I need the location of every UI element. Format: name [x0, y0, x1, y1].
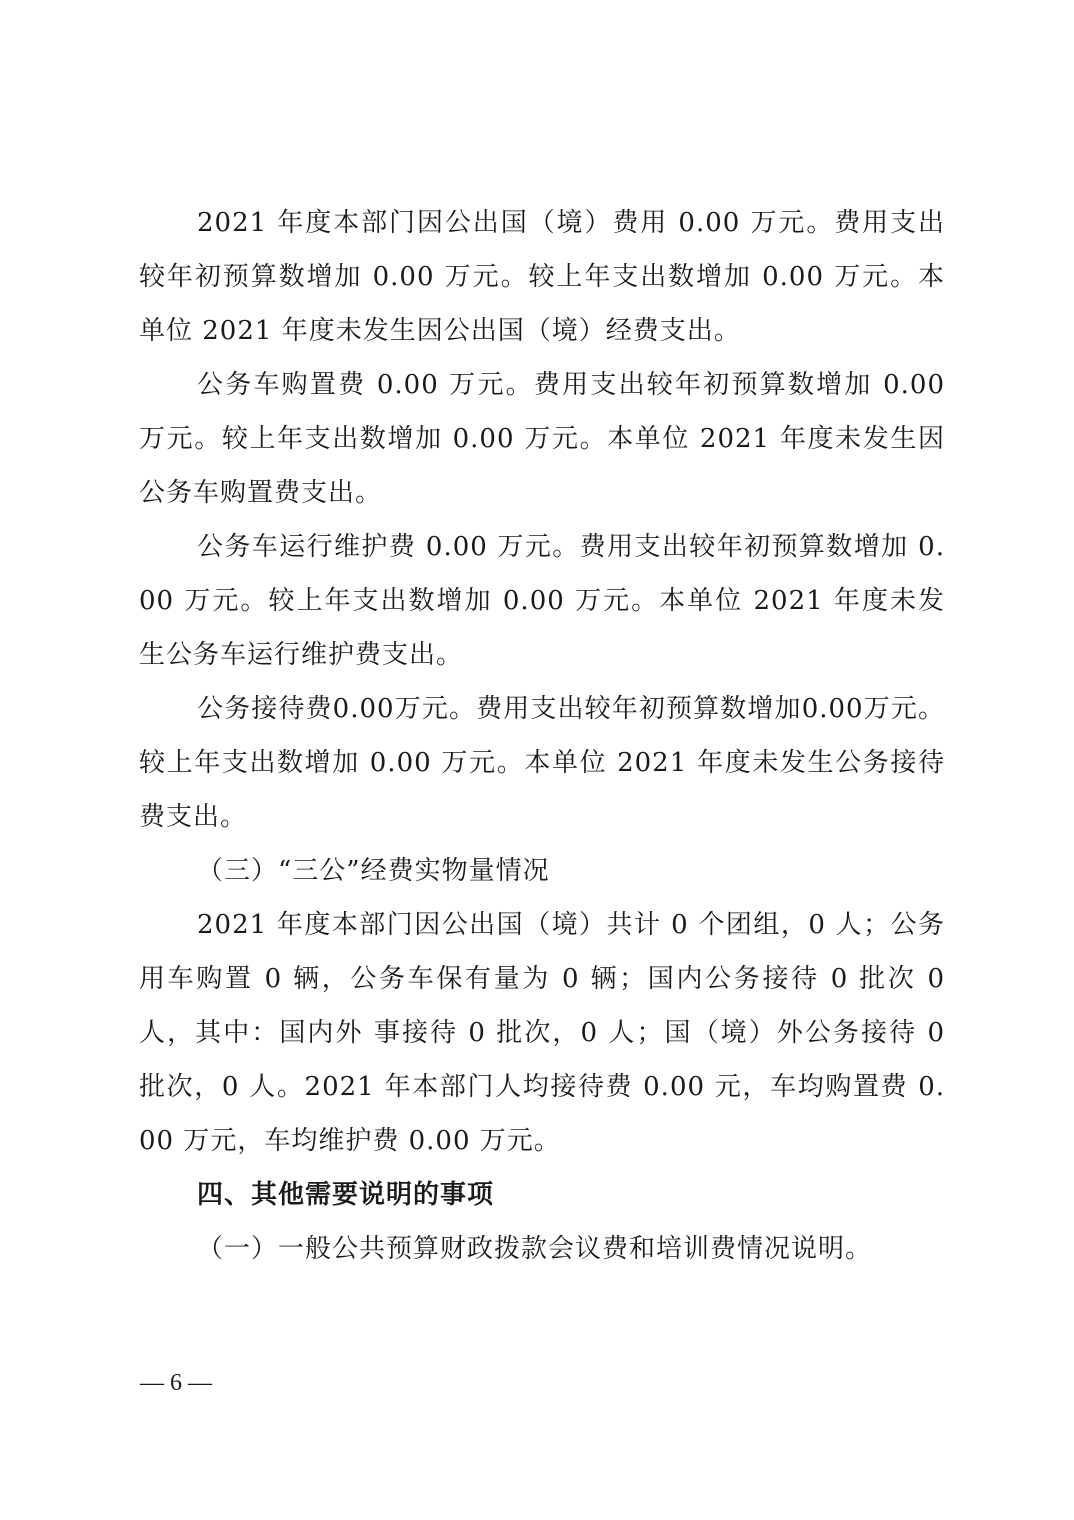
subheading-meeting-training: （一）一般公共预算财政拨款会议费和培训费情况说明。 — [197, 1234, 873, 1264]
paragraph-vehicle-maintenance: 公务车运行维护费 0.00 万元。费用支出较年初预算数增加 0.00 万元。较上年支出数增加 0.00 万元。本单位 2021 年度未发生公务车运行维护费支出。 — [139, 532, 945, 670]
paragraph-vehicle-purchase: 公务车购置费 0.00 万元。费用支出较年初预算数增加 0.00 万元。较上年支出数增加 0.00 万元。本单位 2021 年度未发生因公务车购置费支出。 — [139, 370, 945, 508]
section-heading-other-matters: 四、其他需要说明的事项 — [197, 1180, 495, 1210]
page-number: — 6 — — [140, 1370, 212, 1396]
paragraph-overseas-travel: 2021 年度本部门因公出国（境）费用 0.00 万元。费用支出较年初预算数增加 0.00 万元。较上年支出数增加 0.00 万元。本单位 2021 年度未发生因公出国（境）经费支出。 — [139, 208, 945, 346]
subheading-physical-quantity: （三）“三公”经费实物量情况 — [197, 856, 550, 886]
paragraph-official-reception: 公务接待费0.00万元。费用支出较年初预算数增加0.00万元。较上年支出数增加 0.00 万元。本单位 2021 年度未发生公务接待费支出。 — [139, 694, 945, 832]
document-body — [139, 196, 945, 1276]
paragraph-physical-quantity: 2021 年度本部门因公出国（境）共计 0 个团组，0 人；公务用车购置 0 辆，公务车保有量为 0 辆；国内公务接待 0 批次 0 人，其中：国内外 事接待 0 批次，0 人；国（境）外公务接待 0 批次，0 人。2021 年本部门人均接待费 0.00 元，车均购置费 0.00 万元，车均维护费 0.00 万元。 — [139, 910, 945, 1156]
